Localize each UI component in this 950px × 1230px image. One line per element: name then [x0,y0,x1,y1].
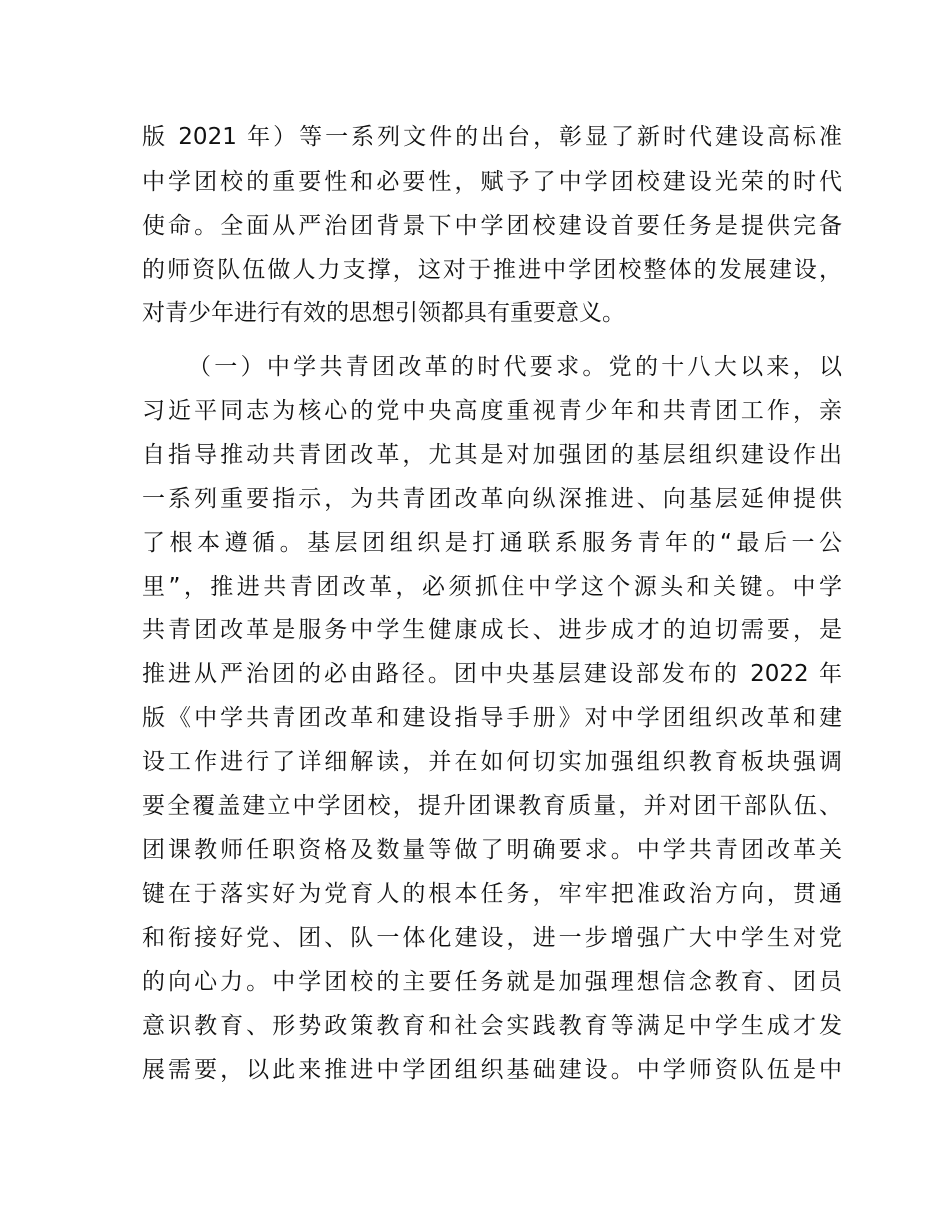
text-line: 共青团改革是服务中学生健康成长、进步成才的迫切需要，是 [142,617,842,643]
text-line: 中学团校的重要性和必要性，赋予了中学团校建设光荣的时代 [142,169,842,195]
text-line: 版 2021 年）等一系列文件的出台，彰显了新时代建设高标准 [142,124,842,150]
text-line: 要全覆盖建立中学团校，提升团课教育质量，并对团干部队伍、 [142,793,842,819]
text-line: 对青少年进行有效的思想引领都具有重要意义。 [142,300,625,326]
text-line: 推进从严治团的必由路径。团中央基层建设部发布的 2022 年 [142,661,842,687]
text-line: 了根本遵循。基层团组织是打通联系服务青年的“最后一公 [142,530,842,556]
text-line: 设工作进行了详细解读，并在如何切实加强组织教育板块强调 [142,749,842,775]
text-line: 的向心力。中学团校的主要任务就是加强理想信念教育、团员 [142,969,842,995]
text-line: 团课教师任职资格及数量等做了明确要求。中学共青团改革关 [142,837,842,863]
text-line: 键在于落实好为党育人的根本任务，牢牢把准政治方向，贯通 [142,881,842,907]
text-line: 习近平同志为核心的党中央高度重视青少年和共青团工作，亲 [142,398,842,424]
text-line: 和衔接好党、团、队一体化建设，进一步增强广大中学生对党 [142,925,842,951]
text-line: 一系列重要指示，为共青团改革向纵深推进、向基层延伸提供 [142,486,842,512]
text-line: 展需要，以此来推进中学团组织基础建设。中学师资队伍是中 [142,1057,842,1083]
text-line: 意识教育、形势政策教育和社会实践教育等满足中学生成才发 [142,1013,842,1039]
text-line: 使命。全面从严治团背景下中学团校建设首要任务是提供完备 [142,213,842,239]
text-line: 版《中学共青团改革和建设指导手册》对中学团组织改革和建 [142,705,842,731]
text-line: 里”，推进共青团改革，必须抓住中学这个源头和关键。中学 [142,574,842,600]
text-line: 自指导推动共青团改革，尤其是对加强团的基层组织建设作出 [142,442,842,468]
text-line: （一）中学共青团改革的时代要求。党的十八大以来，以 [188,354,842,380]
text-line: 的师资队伍做人力支撑，这对于推进中学团校整体的发展建设， [142,257,842,283]
